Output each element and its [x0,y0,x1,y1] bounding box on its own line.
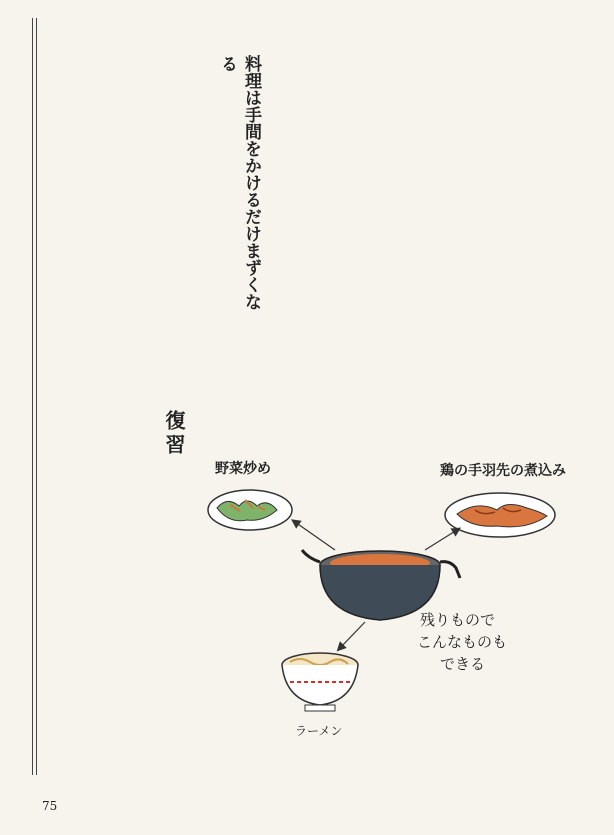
review-body [78,415,158,745]
left-margin-rule [32,18,33,775]
leftovers-caption-line-3: できる [440,655,486,673]
page-number: 75 [42,799,58,813]
stir-fry-label: 野菜炒め [215,461,271,477]
simmered-wings-plate-icon [445,493,555,537]
ramen-label: ラーメン [295,724,343,738]
left-margin-rule [36,18,37,775]
simmered-wings-label: 鶏の手羽先の煮込み [440,463,566,479]
article-body-middle [45,70,205,370]
leftovers-illustration [195,450,595,750]
stir-fry-plate-icon [208,490,292,530]
article-headline: 料理は手間をかけるだけまずくなる [217,55,261,310]
ramen-bowl-icon [282,653,358,711]
illustration-drawing [195,450,595,750]
review-heading: 復習 [162,410,186,458]
leftovers-caption-line-1: 残りもので [420,611,496,629]
leftovers-caption-line-2: こんなものも [417,633,508,651]
